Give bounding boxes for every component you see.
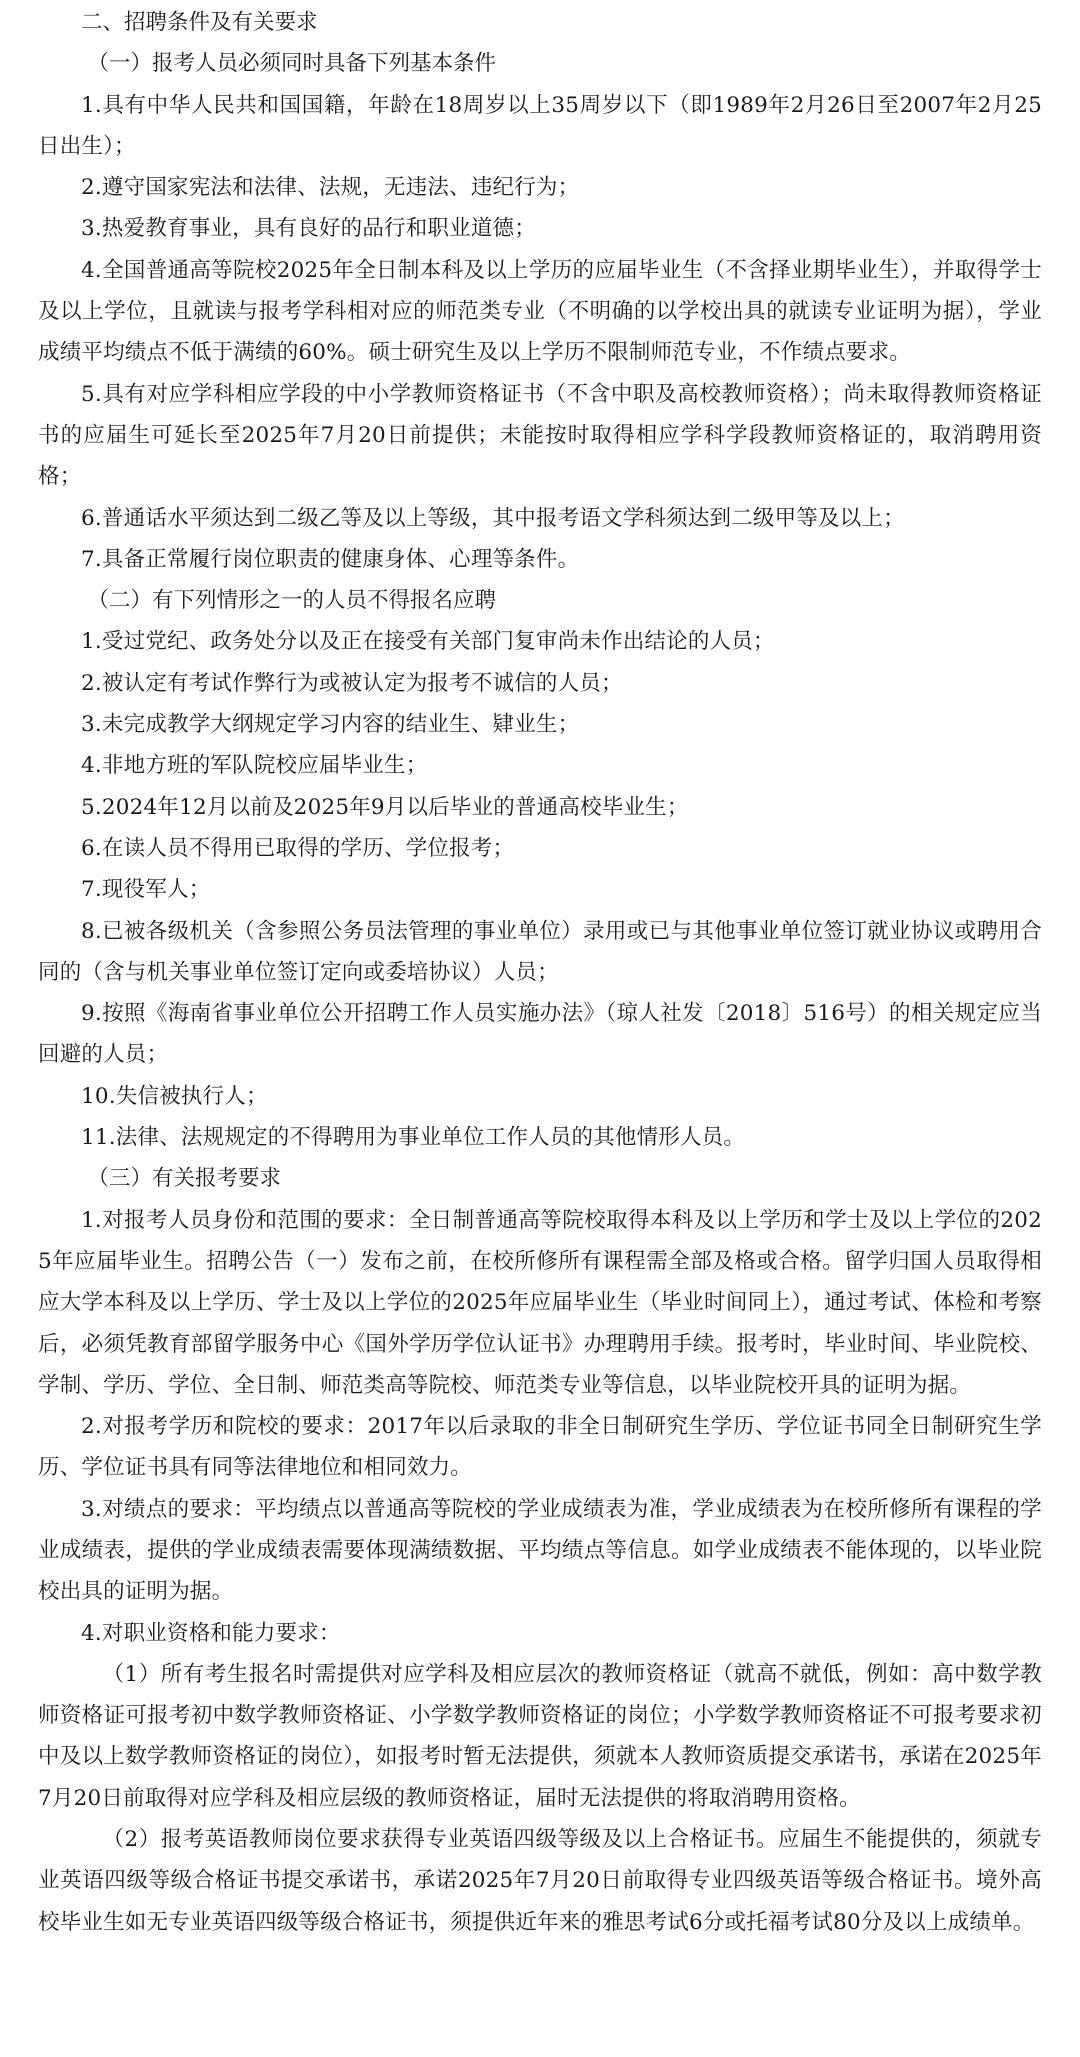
part3-item: 2.对报考学历和院校的要求：2017年以后录取的非全日制研究生学历、学位证书同全日制研究生学历、学位证书具有同等法律地位和相同效力。 [38,1414,1042,1481]
part1-item: 7.具备正常履行岗位职责的健康身体、心理等条件。 [81,546,580,572]
part2-item: 1.受过党纪、政务处分以及正在接受有关部门复审尚未作出结论的人员； [81,629,775,655]
part3-heading: （三）有关报考要求 [87,1166,281,1192]
part2-item: 8.已被各级机关（含参照公务员法管理的事业单位）录用或已与其他事业单位签订就业协议或聘用合同的（含与机关事业单位签订定向或委培协议）人员； [38,918,1042,985]
part3-sub-item: （1）所有考生报名时需提供对应学科及相应层次的教师资格证（就高不就低，例如：高中数学教师资格证可报考初中数学教师资格证、小学数学教师资格证的岗位；小学数学教师资格证不可报考要求初中及以上数学教师资格证的岗位），如报考时暂无法提供，须就本人教师资质提交承诺书，承诺在2025年7月20日前取得对应学科及相应层级的教师资格证，届时无法提供的将取消聘用资格。 [38,1661,1042,1811]
part2-item: 4.非地方班的军队院校应届毕业生； [81,753,428,779]
part1-heading: （一）报考人员必须同时具备下列基本条件 [87,51,496,77]
part3-item: 4.对职业资格和能力要求： [81,1620,341,1646]
part2-item: 5.2024年12月以前及2025年9月以后毕业的普通高校毕业生； [81,794,689,820]
part1-item: 1.具有中华人民共和国国籍，年龄在18周岁以上35周岁以下（即1989年2月26日至2007年2月25日出生）； [38,92,1042,159]
part1-item: 2.遵守国家宪法和法律、法规，无违法、违纪行为； [81,175,580,201]
section-title: 二、招聘条件及有关要求 [81,10,318,35]
part2-item: 6.在读人员不得用已取得的学历、学位报考； [81,835,515,861]
part2-item: 2.被认定有考试作弊行为或被认定为报考不诚信的人员； [81,670,623,696]
part2-item: 9.按照《海南省事业单位公开招聘工作人员实施办法》（琼人社发〔2018〕516号）的相关规定应当回避的人员； [38,1001,1042,1068]
part1-item: 3.热爱教育事业，具有良好的品行和职业道德； [81,216,536,242]
part1-item: 5.具有对应学科相应学段的中小学教师资格证书（不含中职及高校教师资格）；尚未取得教师资格证书的应届生可延长至2025年7月20日前提供；未能按时取得相应学科学段教师资格证的，取消聘用资格； [38,381,1042,490]
part3-item: 1.对报考人员身份和范围的要求：全日制普通高等院校取得本科及以上学历和学士及以上学位的2025年应届毕业生。招聘公告（一）发布之前，在校所修所有课程需全部及格或合格。留学归国人员取得相应大学本科及以上学历、学士及以上学位的2025年应届毕业生（毕业时间同上），通过考试、体检和考察后，必须凭教育部留学服务中心《国外学历学位认证书》办理聘用手续。报考时，毕业时间、毕业院校、学制、学历、学位、全日制、师范类高等院校、师范类专业等信息，以毕业院校开具的证明为据。 [38,1207,1042,1398]
part1-item: 4.全国普通高等院校2025年全日制本科及以上学历的应届毕业生（不含择业期毕业生），并取得学士及以上学位，且就读与报考学科相对应的师范类专业（不明确的以学校出具的就读专业证明为据），学业成绩平均绩点不低于满绩的60%。硕士研究生及以上学历不限制师范专业，不作绩点要求。 [38,257,1042,366]
part2-item: 11.法律、法规规定的不得聘用为事业单位工作人员的其他情形人员。 [81,1125,746,1151]
part2-item: 7.现役军人； [81,877,211,903]
part3-item: 3.对绩点的要求：平均绩点以普通高等院校的学业成绩表为准，学业成绩表为在校所修所有课程的学业成绩表，提供的学业成绩表需要体现满绩数据、平均绩点等信息。如学业成绩表不能体现的，以毕业院校出具的证明为据。 [38,1496,1042,1605]
part2-heading: （二）有下列情形之一的人员不得报名应聘 [87,588,496,614]
part2-item: 10.失信被执行人； [81,1083,268,1109]
part3-sub-item: （2）报考英语教师岗位要求获得专业英语四级等级及以上合格证书。应届生不能提供的，须就专业英语四级等级合格证书提交承诺书，承诺2025年7月20日前取得专业四级英语等级合格证书。境外高校毕业生如无专业英语四级等级合格证书，须提供近年来的雅思考试6分或托福考试80分及以上成绩单。 [38,1827,1042,1935]
part1-item: 6.普通话水平须达到二级乙等及以上等级，其中报考语文学科须达到二级甲等及以上； [81,505,905,531]
part2-item: 3.未完成教学大纲规定学习内容的结业生、肄业生； [81,712,580,738]
